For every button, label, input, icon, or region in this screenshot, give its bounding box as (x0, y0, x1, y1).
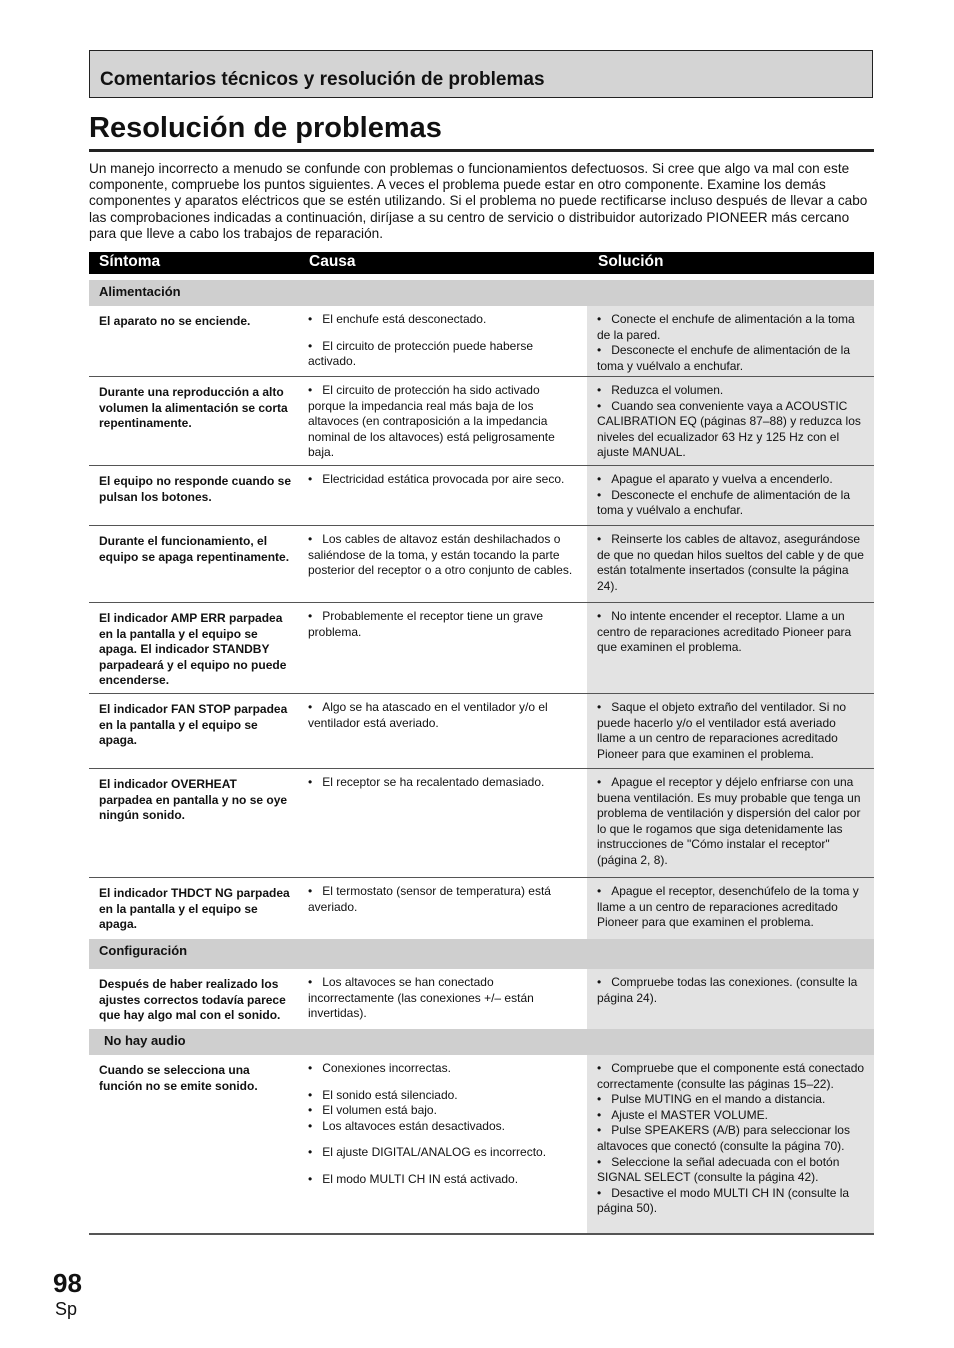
bullet-item: • Desactive el modo MULTI CH IN (consulte la página 50). (597, 1186, 866, 1217)
cause-cell (298, 969, 587, 1029)
table-row (89, 694, 874, 769)
bullet-item: • Saque el objeto extraño del ventilador. Si no puede hacerlo y/o el ventilador está averiado llame a un centro de reparaciones acreditado Pioneer para que examinen el problema. (597, 700, 866, 762)
bullet-item: • El volumen está bajo. (308, 1103, 577, 1119)
cause-cell (298, 603, 587, 693)
solution-cell (587, 969, 874, 1029)
symptom-cell: El indicador FAN STOP parpadea en la pantalla y el equipo se apaga. (99, 702, 288, 748)
page-title: Resolución de problemas (89, 112, 442, 144)
solution-cell (587, 1055, 874, 1233)
table-row (89, 306, 874, 377)
table-header (89, 252, 874, 274)
bullet-item: • Cuando sea conveniente vaya a ACOUSTIC CALIBRATION EQ (páginas 87–88) y reduzca los niveles del ecualizador 63 Hz y 125 Hz con el ajuste MANUAL. (597, 399, 866, 461)
bullet-item: • Los altavoces están desactivados. (308, 1119, 577, 1135)
bullet-item: • Compruebe todas las conexiones. (consulte la página 24). (597, 975, 866, 1006)
bullet-item: • Pulse MUTING en el mando a distancia. (597, 1092, 866, 1108)
cause-cell (298, 306, 587, 376)
cause-cell (298, 1055, 587, 1233)
symptom-cell: Después de haber realizado los ajustes correctos todavía parece que hay algo mal con el sonido. (99, 977, 286, 1023)
bullet-item: • Desconecte el enchufe de alimentación de la toma y vuélvalo a enchufar. (597, 488, 866, 519)
table-row (89, 1055, 874, 1234)
page-number: 98 (53, 1268, 82, 1298)
symptom-cell: El indicador THDCT NG parpadea en la pantalla y el equipo se apaga. (99, 886, 290, 932)
bullet-item: • Probablemente el receptor tiene un grave problema. (308, 609, 577, 640)
solution-cell (587, 466, 874, 525)
bullet-item: • Apague el aparato y vuelva a encenderlo. (597, 472, 866, 488)
bullet-item: • Algo se ha atascado en el ventilador y/o el ventilador está averiado. (308, 700, 577, 731)
spacer (308, 328, 577, 339)
troubleshooting-table (89, 280, 874, 1235)
bullet-item: • El termostato (sensor de temperatura) está averiado. (308, 884, 577, 915)
spacer (308, 1134, 577, 1145)
bullet-item: • El ajuste DIGITAL/ANALOG es incorrecto. (308, 1145, 577, 1161)
cause-cell (298, 466, 587, 525)
cause-cell (298, 694, 587, 768)
spacer (308, 1161, 577, 1172)
solution-cell (587, 377, 874, 465)
section-header-text: Comentarios técnicos y resolución de problemas (100, 69, 545, 90)
bullet-item: • Compruebe que el componente está conectado correctamente (consulte las páginas 15–22). (597, 1061, 866, 1092)
section-header-banner (89, 50, 873, 98)
solution-cell (587, 694, 874, 768)
table-row (89, 603, 874, 694)
symptom-cell: Durante el funcionamiento, el equipo se apaga repentinamente. (99, 534, 290, 564)
bullet-item: • Pulse SPEAKERS (A/B) para seleccionar los altavoces que conectó (consulte la página 70). (597, 1123, 866, 1154)
bullet-item: • No intente encender el receptor. Llame a un centro de reparaciones acreditado Pioneer para que examinen el problema. (597, 609, 866, 656)
bullet-item: • Ajuste el MASTER VOLUME. (597, 1108, 866, 1124)
bullet-item: • El modo MULTI CH IN está activado. (308, 1172, 577, 1188)
bullet-item: • El sonido está silenciado. (308, 1088, 577, 1104)
solution-cell (587, 878, 874, 939)
cause-cell (298, 878, 587, 939)
symptom-cell: El indicador OVERHEAT parpadea en pantalla y no se oye ningún sonido. (99, 777, 288, 823)
solution-cell (587, 306, 874, 376)
solution-cell (587, 603, 874, 693)
bullet-item: • El circuito de protección puede haberse activado. (308, 339, 577, 370)
column-header-sintoma: Síntoma (99, 253, 161, 270)
cause-cell (298, 377, 587, 465)
title-underline (89, 149, 874, 152)
table-row (89, 769, 874, 878)
bullet-item: • El enchufe está desconectado. (308, 312, 577, 328)
bullet-item: • Los cables de altavoz están deshilachados o saliéndose de la toma, y están tocando la parte posterior del receptor o a otro conjunto de cables. (308, 532, 577, 579)
section-heading: Configuración (89, 939, 874, 969)
table-row (89, 969, 874, 1029)
column-header-solucion: Solución (598, 253, 664, 270)
bullet-item: • Seleccione la señal adecuada con el botón SIGNAL SELECT (consulte la página 42). (597, 1155, 866, 1186)
table-row (89, 466, 874, 526)
symptom-cell: El indicador AMP ERR parpadea en la pantalla y el equipo se apaga. El indicador STANDBY parpadeará y el equipo no puede encenderse. (99, 611, 287, 688)
bullet-item: • Reinserte los cables de altavoz, asegurándose de que no quedan hilos sueltos del cable y de que están totalmente insertados (consulte la página 24). (597, 532, 866, 594)
bullet-item: • Electricidad estática provocada por aire seco. (308, 472, 577, 488)
symptom-cell: El aparato no se enciende. (99, 314, 251, 328)
page-language: Sp (55, 1299, 78, 1319)
symptom-cell: Durante una reproducción a alto volumen la alimentación se corta repentinamente. (99, 385, 288, 431)
bullet-item: • Desconecte el enchufe de alimentación de la toma y vuélvalo a enchufar. (597, 343, 866, 374)
table-row (89, 878, 874, 939)
cause-cell (298, 769, 587, 877)
section-heading: No hay audio (89, 1029, 874, 1055)
table-row (89, 377, 874, 466)
bullet-item: • Reduzca el volumen. (597, 383, 866, 399)
bullet-item: • El circuito de protección ha sido activado porque la impedancia real más baja de los altavoces (en contraposición a la impedancia nominal de los altavoces) está peligrosamente baja. (308, 383, 577, 461)
table-row (89, 526, 874, 603)
symptom-cell: Cuando se selecciona una función no se emite sonido. (99, 1063, 258, 1093)
bullet-item: • Conecte el enchufe de alimentación a la toma de la pared. (597, 312, 866, 343)
intro-paragraph: Un manejo incorrecto a menudo se confunde con problemas o funcionamientos defectuosos. Si cree que algo va mal con este componente, compruebe los puntos siguientes. A veces el problema puede estar en otro componente. Examine los demás componentes y aparatos eléctricos que se estén utilizando. Si el problema no puede rectificarse incluso después de llevar a cabo las comprobaciones indicadas a continuación, diríjase a su centro de servicio o distribuidor autorizado PIONEER más cercano para que lleve a cabo los trabajos de reparación. (89, 161, 868, 241)
column-header-causa: Causa (309, 253, 356, 270)
solution-cell (587, 526, 874, 602)
bullet-item: • Apague el receptor, desenchúfelo de la toma y llame a un centro de reparaciones acreditado Pioneer para que examinen el problema. (597, 884, 866, 931)
bullet-item: • Los altavoces se han conectado incorrectamente (las conexiones +/– están invertidas). (308, 975, 577, 1022)
table-bottom-rule (89, 1234, 874, 1235)
symptom-cell: El equipo no responde cuando se pulsan los botones. (99, 474, 292, 504)
solution-cell (587, 769, 874, 877)
cause-cell (298, 526, 587, 602)
bullet-item: • El receptor se ha recalentado demasiado. (308, 775, 577, 791)
bullet-item: • Apague el receptor y déjelo enfriarse con una buena ventilación. Es muy probable que tenga un problema de ventilación y dispersión del calor por lo que le rogamos que siga detenidamente las instrucciones de "Cómo instalar el receptor" (página 2, 8). (597, 775, 866, 869)
spacer (308, 1077, 577, 1088)
bullet-item: • Conexiones incorrectas. (308, 1061, 577, 1077)
section-heading: Alimentación (89, 280, 874, 306)
